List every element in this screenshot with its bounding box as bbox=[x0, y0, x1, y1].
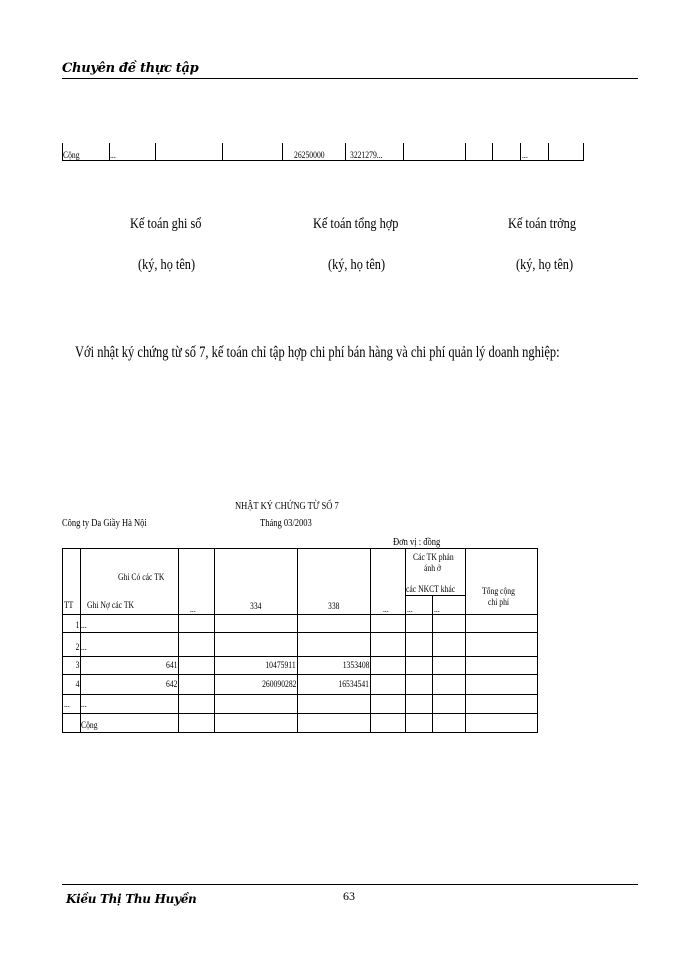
journal-table bbox=[62, 548, 538, 733]
row-4-tt: 4 bbox=[75, 679, 79, 689]
totals-value-2: 3221279... bbox=[350, 150, 383, 160]
row-border bbox=[465, 143, 466, 161]
row-bottom-border bbox=[62, 160, 584, 161]
signature-role-1: Kế toán ghi sổ bbox=[130, 216, 202, 232]
header-dots: ... bbox=[190, 604, 196, 614]
header-other-2: ánh ở bbox=[424, 563, 442, 573]
row-3-tt: 3 bbox=[75, 660, 79, 670]
header-total-1: Tổng cộng bbox=[482, 586, 515, 596]
journal-period: Tháng 03/2003 bbox=[260, 518, 312, 529]
header-rule bbox=[62, 78, 638, 79]
header-debit: Ghi Nợ các TK bbox=[87, 600, 135, 610]
row-border bbox=[548, 143, 549, 161]
table-line bbox=[62, 548, 63, 733]
table-line bbox=[62, 614, 538, 615]
row-3-account: 641 bbox=[165, 660, 177, 670]
row-4-334: 260090282 bbox=[261, 679, 296, 689]
row-1-account: ... bbox=[81, 620, 87, 630]
table-line bbox=[62, 732, 538, 733]
row-border bbox=[520, 143, 521, 161]
table-line bbox=[62, 694, 538, 695]
totals-ellipsis-2: ... bbox=[522, 150, 528, 160]
totals-ellipsis: ... bbox=[110, 150, 116, 160]
signature-note-1: (ký, họ tên) bbox=[138, 257, 196, 273]
signature-note-2: (ký, họ tên) bbox=[328, 257, 386, 273]
table-line bbox=[432, 595, 433, 733]
row-3-334: 10475911 bbox=[265, 660, 296, 670]
row-5-tt: ... bbox=[64, 699, 70, 709]
journal-company: Công ty Da Giầy Hà Nội bbox=[62, 518, 147, 529]
row-2-tt: 2 bbox=[75, 642, 79, 652]
row-4-338: 16534541 bbox=[338, 679, 369, 689]
table-line bbox=[62, 713, 538, 714]
row-2-account: ... bbox=[81, 642, 87, 652]
signature-role-3: Kế toán trởng bbox=[508, 216, 576, 232]
header-338: 338 bbox=[328, 601, 340, 611]
table-line bbox=[62, 674, 538, 675]
table-line bbox=[214, 548, 215, 733]
row-border bbox=[583, 143, 584, 161]
totals-label: Cộng bbox=[63, 150, 80, 160]
table-line bbox=[370, 548, 371, 733]
header-sub-dots-2: ... bbox=[434, 604, 440, 614]
header-tt: TT bbox=[64, 600, 74, 610]
row-border bbox=[282, 143, 283, 161]
row-3-338: 1353408 bbox=[342, 660, 369, 670]
table-line bbox=[62, 548, 538, 549]
row-border bbox=[403, 143, 404, 161]
signature-note-3: (ký, họ tên) bbox=[516, 257, 574, 273]
page-number: 63 bbox=[343, 889, 355, 903]
header-other-3: các NKCT khác bbox=[406, 584, 456, 594]
header-total-2: chi phí bbox=[488, 597, 510, 607]
row-5-account: ... bbox=[81, 699, 87, 709]
totals-row bbox=[62, 143, 584, 161]
signature-role-2: Kế toán tổng hợp bbox=[313, 216, 399, 232]
journal-title: NHẬT KÝ CHỨNG TỪ SỐ 7 bbox=[235, 501, 339, 512]
row-1-tt: 1 bbox=[75, 620, 79, 630]
footer-rule bbox=[62, 884, 638, 885]
row-border bbox=[222, 143, 223, 161]
row-border bbox=[492, 143, 493, 161]
footer-author: Kiều Thị Thu Huyền bbox=[66, 892, 197, 906]
totals-value-1: 26250000 bbox=[294, 150, 325, 160]
table-line bbox=[405, 595, 466, 596]
header-dots-2: ... bbox=[383, 604, 389, 614]
table-line bbox=[62, 632, 538, 633]
row-border bbox=[345, 143, 346, 161]
header-sub-dots-1: ... bbox=[407, 604, 413, 614]
header-title: Chuyên đề thực tập bbox=[62, 61, 199, 76]
row-total-label: Cộng bbox=[81, 720, 98, 730]
header-other-1: Các TK phản bbox=[413, 552, 454, 562]
row-border bbox=[155, 143, 156, 161]
row-4-account: 642 bbox=[165, 679, 177, 689]
table-line bbox=[465, 548, 466, 733]
intro-paragraph: Với nhật ký chứng từ số 7, kế toán chỉ tập hợp chi phí bán hàng và chi phí quản lý doanh nghiệp: bbox=[75, 344, 560, 361]
journal-unit: Đơn vị : đồng bbox=[393, 537, 441, 548]
header-334: 334 bbox=[250, 601, 262, 611]
table-line bbox=[178, 548, 179, 733]
table-line bbox=[405, 548, 406, 733]
header-credit: Ghi Có các TK bbox=[118, 572, 165, 582]
table-line bbox=[62, 656, 538, 657]
table-line bbox=[537, 548, 538, 733]
table-line bbox=[297, 548, 298, 733]
